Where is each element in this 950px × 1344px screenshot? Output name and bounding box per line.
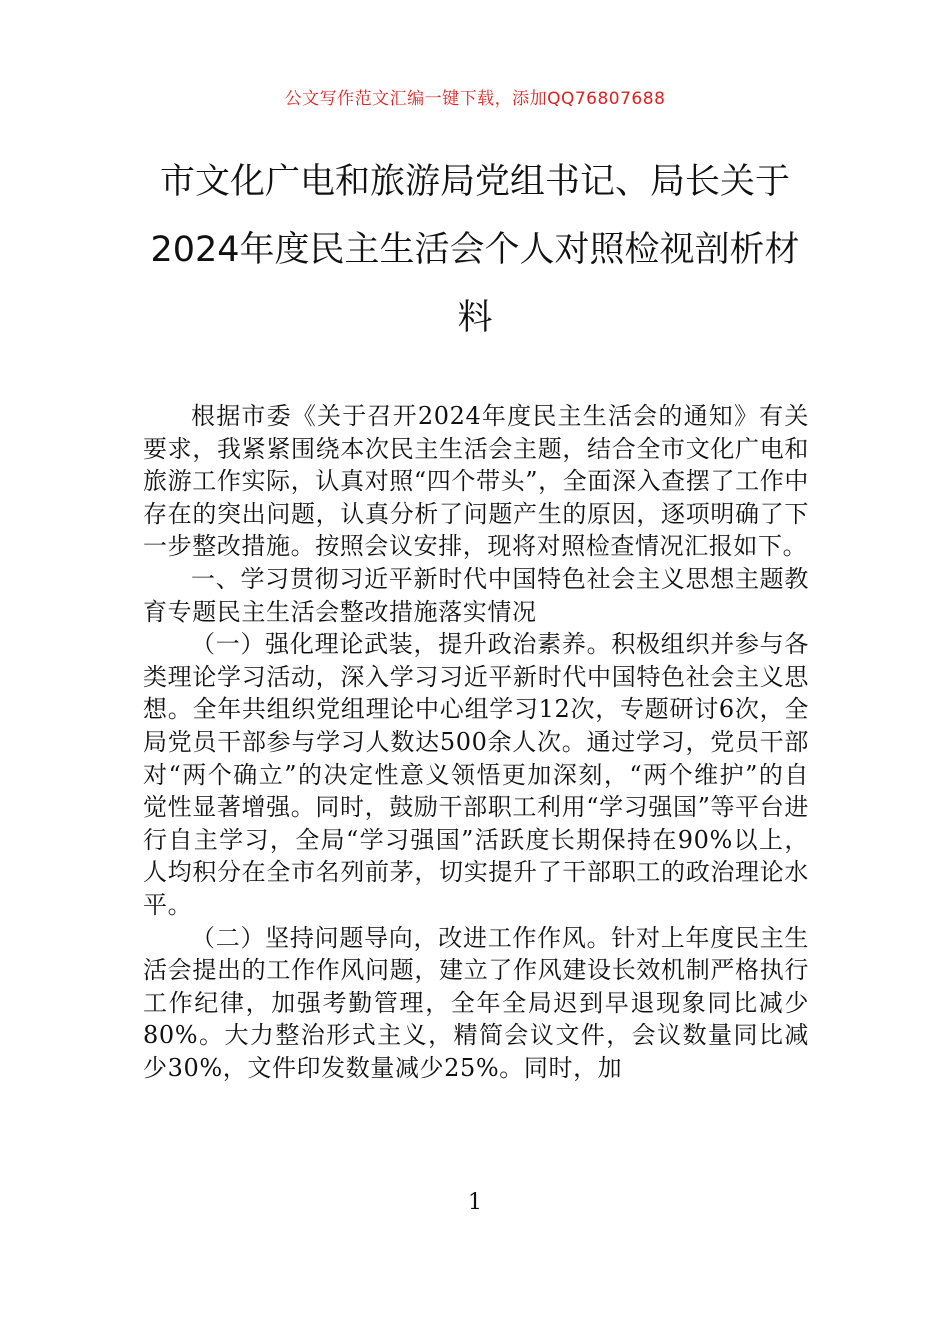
title-line-1: 市文化广电和旅游局党组书记、局长关于 bbox=[159, 162, 790, 202]
header-note: 公文写作范文汇编一键下载，添加QQ76807688 bbox=[284, 89, 666, 109]
title-line-3: 料 bbox=[457, 298, 493, 338]
intro-paragraph: 根据市委《关于召开2024年度民主生活会的通知》有关要求，我紧紧围绕本次民主生活会主题，结合全市文化广电和旅游工作实际，认真对照“四个带头”，全面深入查摆了工作中存在的突出问题，认真分析了问题产生的原因，逐项明确了下一步整改措施。按照会议安排，现将对照检查情况汇报如下。 bbox=[143, 402, 809, 561]
subsection-paragraph-2: （二）坚持问题导向，改进工作作风。针对上年度民主生活会提出的工作作风问题，建立了作风建设长效机制严格执行工作纪律，加强考勤管理，全年全局迟到早退现象同比减少80%。大力整治形式主义，精简会议文件，会议数量同比减少30%，文件印发数量减少25%。同时，加 bbox=[143, 923, 809, 1082]
section-heading-1: 一、学习贯彻习近平新时代中国特色社会主义思想主题教育专题民主生活会整改措施落实情况 bbox=[143, 564, 809, 626]
document-title bbox=[140, 148, 810, 352]
title-line-2: 2024年度民主生活会个人对照检视剖析材 bbox=[150, 230, 800, 270]
subsection-paragraph-1: （一）强化理论武装，提升政治素养。积极组织并参与各类理论学习活动，深入学习习近平新时代中国特色社会主义思想。全年共组织党组理论中心组学习12次，专题研讨6次，全局党员干部参与学习人数达500余人次。通过学习，党员干部对“两个确立”的决定性意义领悟更加深刻，“两个维护”的自觉性显著增强。同时，鼓励干部职工利用“学习强国”等平台进行自主学习，全局“学习强国”活跃度长期保持在90%以上，人均积分在全市名列前茅，切实提升了干部职工的政治理论水平。 bbox=[143, 630, 809, 919]
page-number: 1 bbox=[468, 1190, 482, 1215]
document-body bbox=[143, 400, 809, 1084]
